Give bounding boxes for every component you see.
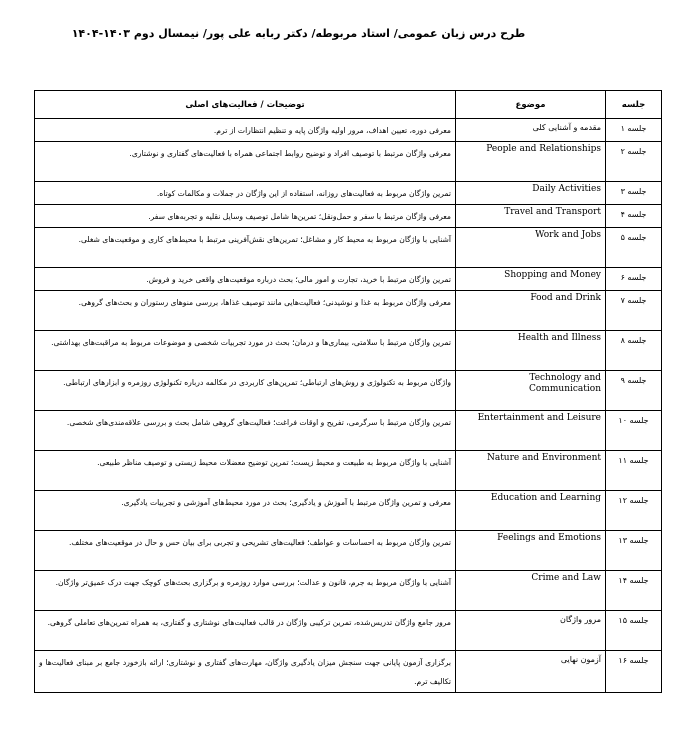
session-cell: جلسه ۱ — [606, 119, 662, 142]
topic-cell: Technology and Communication — [456, 371, 606, 411]
table-row — [35, 411, 662, 451]
table-row — [35, 451, 662, 491]
table-row — [35, 268, 662, 291]
description-cell: برگزاری آزمون پایانی جهت سنجش میزان یادگیری واژگان، مهارت‌های گفتاری و نوشتاری؛ ارائه بازخورد جامع بر مبنای فعالیت‌ها و تکالیف ترم. — [35, 651, 456, 693]
table-row — [35, 371, 662, 411]
table-row — [35, 119, 662, 142]
topic-cell: Health and Illness — [456, 331, 606, 371]
session-cell: جلسه ۱۶ — [606, 651, 662, 693]
topic-cell: Shopping and Money — [456, 268, 606, 291]
session-cell: جلسه ۹ — [606, 371, 662, 411]
description-cell: تمرین واژگان مربوط به احساسات و عواطف؛ فعالیت‌های تشریحی و تجربی برای بیان حس و حال در موقعیت‌های مختلف. — [35, 531, 456, 571]
topic-cell: Feelings and Emotions — [456, 531, 606, 571]
topic-cell: Crime and Law — [456, 571, 606, 611]
description-cell: تمرین واژگان مرتبط با سلامتی، بیماری‌ها و درمان؛ بحث در مورد تجربیات شخصی و موضوعات مربوط به مراقبت‌های بهداشتی. — [35, 331, 456, 371]
description-cell: معرفی دوره، تعیین اهداف، مرور اولیه واژگان پایه و تنظیم انتظارات از ترم. — [35, 119, 456, 142]
session-cell: جلسه ۷ — [606, 291, 662, 331]
topic-cell: Entertainment and Leisure — [456, 411, 606, 451]
topic-cell: مقدمه و آشنایی کلی — [456, 119, 606, 142]
topic-cell: Education and Learning — [456, 491, 606, 531]
session-cell: جلسه ۲ — [606, 142, 662, 182]
table-row — [35, 228, 662, 268]
description-cell: آشنایی با واژگان مربوط به جرم، قانون و عدالت؛ بررسی موارد روزمره و برگزاری بحث‌های کوچک جهت درک عمیق‌تر واژگان. — [35, 571, 456, 611]
table-row — [35, 611, 662, 651]
topic-cell: آزمون نهایی — [456, 651, 606, 693]
table-row — [35, 531, 662, 571]
header-description: توضیحات / فعالیت‌های اصلی — [35, 91, 456, 119]
topic-cell: Nature and Environment — [456, 451, 606, 491]
session-cell: جلسه ۱۲ — [606, 491, 662, 531]
description-cell: تمرین واژگان مرتبط با خرید، تجارت و امور مالی؛ بحث درباره موقعیت‌های واقعی خرید و فروش. — [35, 268, 456, 291]
description-cell: تمرین واژگان مرتبط با سرگرمی، تفریح و اوقات فراغت؛ فعالیت‌های گروهی شامل بحث و بررسی علاقه‌مندی‌های شخصی. — [35, 411, 456, 451]
topic-cell: Food and Drink — [456, 291, 606, 331]
topic-cell: مرور واژگان — [456, 611, 606, 651]
page-title: طرح درس زبان عمومی/ استاد مربوطه/ دکتر ربابه علی پور/ نیمسال دوم ۱۴۰۳-۱۴۰۴ — [71, 27, 526, 40]
syllabus-table — [34, 90, 662, 693]
description-cell: معرفی و تمرین واژگان مرتبط با آموزش و یادگیری؛ بحث در مورد محیط‌های آموزشی و تجربیات یادگیری. — [35, 491, 456, 531]
description-cell: معرفی واژگان مرتبط با توصیف افراد و توضیح روابط اجتماعی همراه با فعالیت‌های گفتاری و نوشتاری. — [35, 142, 456, 182]
table-header-row — [35, 91, 662, 119]
table-row — [35, 182, 662, 205]
session-cell: جلسه ۸ — [606, 331, 662, 371]
session-cell: جلسه ۱۴ — [606, 571, 662, 611]
description-cell: آشنایی با واژگان مربوط به طبیعت و محیط زیست؛ تمرین توضیح معضلات محیط زیستی و توصیف مناظر طبیعی. — [35, 451, 456, 491]
header-topic: موضوع — [456, 91, 606, 119]
description-cell: تمرین واژگان مربوط به فعالیت‌های روزانه، استفاده از این واژگان در جملات و مکالمات کوتاه. — [35, 182, 456, 205]
session-cell: جلسه ۱۰ — [606, 411, 662, 451]
session-cell: جلسه ۱۵ — [606, 611, 662, 651]
topic-cell: Daily Activities — [456, 182, 606, 205]
table-row — [35, 142, 662, 182]
session-cell: جلسه ۴ — [606, 205, 662, 228]
table-row — [35, 571, 662, 611]
table-row — [35, 205, 662, 228]
table-row — [35, 651, 662, 693]
description-cell: معرفی واژگان مربوط به غذا و نوشیدنی؛ فعالیت‌هایی مانند توصیف غذاها، بررسی منوهای رستوران و بحث‌های گروهی. — [35, 291, 456, 331]
description-cell: معرفی واژگان مرتبط با سفر و حمل‌ونقل؛ تمرین‌ها شامل توصیف وسایل نقلیه و تجربه‌های سفر. — [35, 205, 456, 228]
session-cell: جلسه ۵ — [606, 228, 662, 268]
session-cell: جلسه ۱۱ — [606, 451, 662, 491]
topic-cell: Travel and Transport — [456, 205, 606, 228]
table-row — [35, 291, 662, 331]
topic-cell: Work and Jobs — [456, 228, 606, 268]
description-cell: آشنایی با واژگان مربوط به محیط کار و مشاغل؛ تمرین‌های نقش‌آفرینی مرتبط با محیط‌های کاری و موقعیت‌های شغلی. — [35, 228, 456, 268]
table-row — [35, 491, 662, 531]
description-cell: واژگان مربوط به تکنولوژی و روش‌های ارتباطی؛ تمرین‌های کاربردی در مکالمه درباره تکنولوژی روزمره و ابزارهای ارتباطی. — [35, 371, 456, 411]
session-cell: جلسه ۶ — [606, 268, 662, 291]
table-row — [35, 331, 662, 371]
description-cell: مرور جامع واژگان تدریس‌شده، تمرین ترکیبی واژگان در قالب فعالیت‌های نوشتاری و گفتاری، به همراه تمرین‌های تعاملی گروهی. — [35, 611, 456, 651]
session-cell: جلسه ۱۳ — [606, 531, 662, 571]
session-cell: جلسه ۳ — [606, 182, 662, 205]
topic-cell: People and Relationships — [456, 142, 606, 182]
header-session: جلسه — [606, 91, 662, 119]
